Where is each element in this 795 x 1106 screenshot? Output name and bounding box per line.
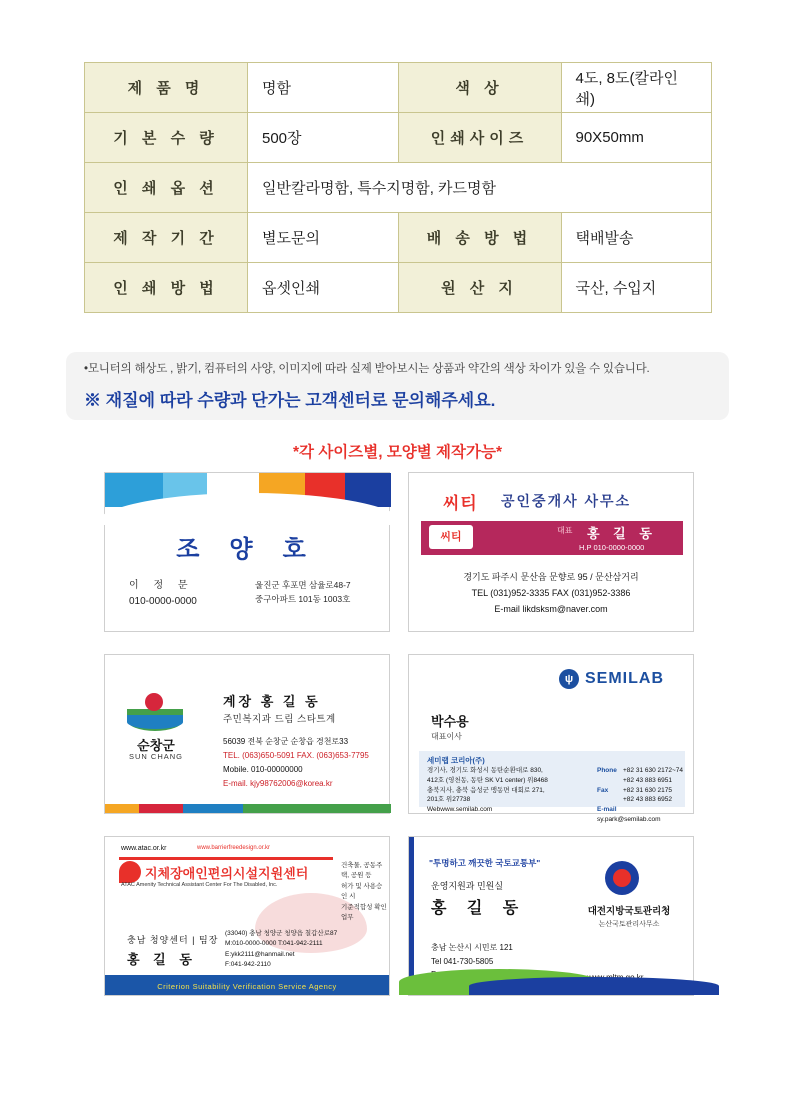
spec-label: 제 품 명	[85, 63, 248, 113]
card4-name: 박수용	[431, 714, 469, 729]
card2-address: 경기도 파주시 문산읍 문향로 95 / 문산삼거리	[463, 572, 639, 582]
card5-service2: 허가 및 사용승인 시	[341, 882, 383, 901]
spec-value: 택배발송	[561, 213, 712, 263]
card5-team: 충남 청양센터 | 팀장	[127, 935, 219, 945]
card-row	[104, 472, 694, 632]
spec-label: 기 본 수 량	[85, 113, 248, 163]
card3-title: 계장 홍 길 동	[223, 694, 321, 709]
atac-logo-icon	[119, 861, 141, 883]
card4-web-label: Web	[427, 806, 441, 813]
card3-org-en: SUN CHANG	[128, 752, 183, 761]
card4-addr2: 412호 (영천동, 동탄 SK V1 center) 위8468	[427, 776, 548, 784]
card4-contact-block	[597, 766, 683, 825]
card2-mobile: H.P 010-0000-0000	[579, 543, 645, 552]
card2-tel: TEL (031)952-3335 FAX (031)952-3386	[471, 588, 631, 599]
card4-web: www.semilab.com	[440, 806, 493, 813]
card4-fax1: +82 31 630 2175	[623, 786, 672, 794]
spec-label: 색 상	[398, 63, 561, 113]
card6-org-sub: 논산국토관리사무소	[598, 921, 660, 928]
business-card-sample-5	[104, 836, 390, 996]
card1-phone: 010-0000-0000	[129, 596, 197, 607]
card-row	[104, 654, 694, 823]
card4-email-label: E-mail	[597, 806, 617, 813]
spec-value: 국산, 수입지	[561, 263, 712, 313]
product-spec-table	[84, 62, 712, 313]
card1-address-line2: 중구아파트 101동 1003호	[255, 594, 351, 605]
notice-highlight-text: ※ 재질에 따라 수량과 단가는 고객센터로 문의해주세요.	[84, 391, 496, 410]
card4-info-panel	[419, 751, 685, 823]
section-subtitle: *각 사이즈별, 모양별 제작가능*	[293, 444, 502, 461]
spec-value: 90X50mm	[561, 113, 712, 163]
card2-contact-block	[409, 569, 693, 618]
card5-org-en: ATAC Amenity Technical Assistant Center For The Disabled, Inc.	[121, 882, 278, 888]
card3-dept: 주민복지과 드림 스타트계	[223, 714, 336, 725]
card-row	[104, 836, 694, 996]
business-card-sample-3	[104, 654, 390, 814]
table-row	[85, 113, 712, 163]
card2-brand: 씨티	[443, 494, 478, 513]
card4-company: 세미랩 코리아(주)	[427, 756, 485, 765]
red-rule-decoration	[119, 857, 333, 860]
business-card-sample-1	[104, 472, 390, 632]
logo-shape-blue	[127, 715, 183, 729]
card4-fax-label: Fax	[597, 786, 609, 794]
spec-value: 500장	[248, 113, 399, 163]
table-row	[85, 213, 712, 263]
card1-name: 조 양 호	[176, 537, 318, 563]
card2-badge: 씨티	[429, 525, 473, 549]
card4-addr1: 경기사, 경기도 화성시 동탄순환대로 830,	[427, 767, 543, 774]
card4-phone1: +82 31 630 2172~74	[623, 767, 684, 774]
spec-value: 옵셋인쇄	[248, 263, 399, 313]
card6-dept: 운영지원과 민원실	[431, 881, 504, 891]
card5-info4: F:041-942-2110	[225, 961, 271, 969]
card5-url: www.atac.or.kr	[121, 845, 167, 852]
spec-label: 원 산 지	[398, 263, 561, 313]
spec-label: 배 송 방 법	[398, 213, 561, 263]
card4-addr4: 201호 위27738	[427, 796, 471, 804]
card4-address-block	[427, 766, 587, 815]
card4-role: 대표이사	[431, 732, 462, 741]
business-card-sample-6	[408, 836, 694, 996]
card6-quote: "투명하고 깨끗한 국토교통부"	[429, 858, 541, 868]
card3-contact-block	[223, 735, 369, 791]
government-emblem-inner-icon	[613, 869, 631, 887]
card6-address: 충남 논산시 시민로 121	[431, 943, 513, 952]
table-row	[85, 163, 712, 213]
card4-addr3: 충북지사, 충북 음성군 맹동면 대회로 271,	[427, 786, 545, 794]
card2-rep-label: 대표	[557, 526, 573, 535]
spec-value: 4도, 8도(칼라인쇄)	[561, 63, 712, 113]
card3-address: 56039 전북 순창군 순창읍 경천로33	[223, 737, 349, 746]
card2-title: 공인중개사 사무소	[501, 493, 632, 509]
card3-email: E-mail. kjy98762006@korea.kr	[223, 779, 333, 788]
card6-tel: Tel 041-730-5805	[431, 956, 494, 966]
card4-email: sy.park@semilab.com	[597, 815, 661, 823]
card5-banner: Criterion Suitability Verification Service Agency	[157, 982, 337, 991]
table-row	[85, 63, 712, 113]
card5-info3: E:ykk2111@hanmail.net	[225, 950, 295, 958]
spec-value: 별도문의	[248, 213, 399, 263]
card1-contact-block	[129, 578, 197, 610]
card5-info2: M:010-0000-0000 T:041-942-2111	[225, 940, 323, 948]
card5-url-sub: www.barrierfreedesign.or.kr	[197, 845, 271, 851]
card3-mobile: Mobile. 010-00000000	[223, 765, 303, 774]
spec-label: 제 작 기 간	[85, 213, 248, 263]
card4-phone2: +82 43 883 6951	[623, 776, 672, 784]
table-row	[85, 263, 712, 313]
card6-org: 대전지방국토관리청	[587, 906, 671, 917]
card5-contact-block	[225, 929, 337, 971]
card1-address-line1: 울진군 후포면 삼율로48-7	[255, 580, 351, 590]
spec-value: 일반칼라명함, 특수지명함, 카드명함	[248, 163, 712, 213]
card6-name: 홍 길 동	[431, 900, 527, 917]
spec-label: 인 쇄 방 법	[85, 263, 248, 313]
card4-logo-text: SEMILAB	[585, 670, 664, 687]
business-card-sample-2	[408, 472, 694, 632]
card5-name: 홍 길 동	[127, 952, 197, 967]
card5-info1: (33040) 충남 청양군 청양읍 칠갑산로87	[225, 930, 338, 937]
notice-small-text: •모니터의 해상도 , 밝기, 컴퓨터의 사양, 이미지에 따라 실제 받아보시는 상품과 약간의 색상 차이가 있을 수 있습니다.	[84, 363, 650, 375]
card2-email: E-mail likdsksm@naver.com	[494, 604, 608, 615]
spec-value: 명함	[248, 63, 399, 113]
business-card-samples	[104, 472, 694, 1018]
card1-contact-name: 이 정 문	[129, 580, 194, 591]
spec-label: 인 쇄 옵 션	[85, 163, 248, 213]
color-footer-decoration	[105, 804, 389, 813]
card4-fax2: +82 43 883 6952	[623, 796, 672, 804]
card3-org: 순창군	[137, 738, 175, 753]
blue-edge-decoration	[409, 837, 414, 995]
card1-address-block	[255, 578, 351, 607]
card5-org: 지체장애인편의시설지원센터	[145, 866, 309, 881]
business-card-sample-4	[408, 654, 694, 823]
logo-shape-red	[145, 693, 163, 711]
card5-service1: 건축물, 공동주택, 공원 등	[341, 862, 383, 880]
blue-wave-decoration	[469, 977, 719, 995]
card2-rep-name: 홍 길 동	[587, 526, 657, 541]
semilab-logo-icon: ψ	[559, 669, 579, 689]
card3-tel: TEL. (063)650-5091 FAX. (063)653-7795	[223, 751, 369, 760]
card4-phone-label: Phone	[597, 767, 617, 774]
card5-service3: 기준적합성 확인업무	[341, 903, 387, 921]
spec-label: 인쇄사이즈	[398, 113, 561, 163]
card5-service-block	[341, 861, 387, 923]
